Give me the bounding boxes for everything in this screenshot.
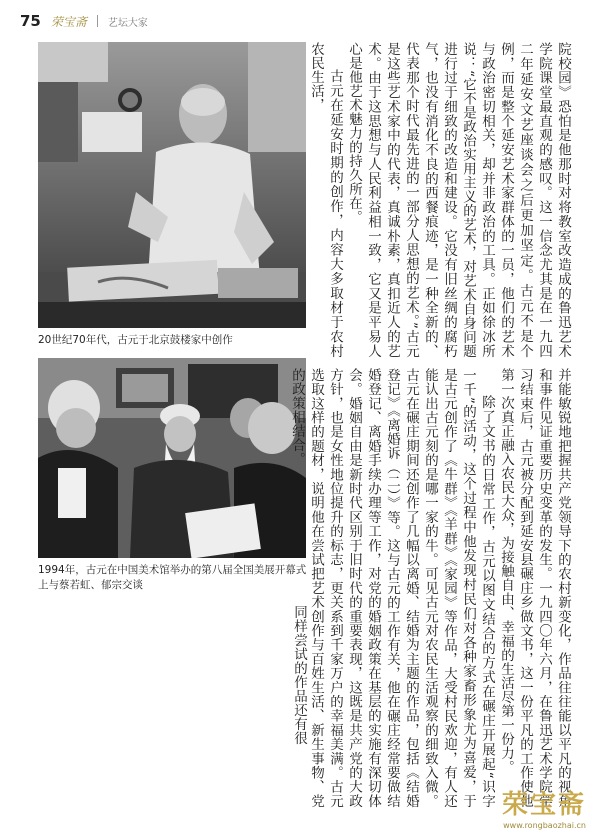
page-number: 75 [20,12,41,30]
article-text-left-bottom [38,605,308,815]
photo-exhibition-image [38,358,306,558]
photo-caption-1: 20世纪70年代，古元于北京鼓楼家中创作 [38,334,233,346]
article-paragraph: 除了文书的日常工作，古元以图文结合的方式在碾庄开展起“识字一千”的活动，这个过程中他发现村民们对各种家畜形象尤为喜爱，于是古元创作了《牛群》《羊群》《家园》等作品，大受村民欢迎，有人还能认出古元刻的是哪一家的牛。可见古元对农民生活观察的细致入微。古元在碾庄期间还创作了几幅以离婚、结婚为主题的作品，包括《结婚登记》《离婚诉（二）》等。这与古元的工作有关，他在碾庄经常要做结婚登记、离婚手续办理等工作，对党的婚姻政策在基层的实施有深切体会。婚姻自由是新时代区别于旧时代的重要表现，这既是共产党的大政方针，也是女性地位提升的标志，更关系到千家万户的幸福美满。古元选取这样的题材，说明他在尝试把艺术创作与百姓生活、新生事物、党的政策相结合。 [289,368,495,808]
header-section: 艺坛大家 [107,17,148,29]
photo-artist-at-work-image [38,42,306,328]
article-paragraph: 并能敏锐地把握共产党领导下的农村新变化，作品往往能以平凡的视角和事件见证重要历史变革的发生。一九四〇年六月，在鲁迅艺术学院学习结束后，古元被分配到延安县碾庄乡做文书，这一份平凡的工作使他第一次真正融入农民大众，为接触自由、幸福的生活尽第一份力。 [498,368,571,808]
page-header [20,10,580,32]
watermark [466,784,586,830]
article-paragraph: 院校园》恐怕是他那时对将教室改造成的鲁迅艺术学院课堂最直观的感叹。这一信念尤其是在一九四二年延安文艺座谈会之后更加坚定。古元不是个例，而是整个延安艺术家群体的一员，他们的艺术与政治密切相关，却并非政治的工具。正如徐冰所说：“它不是政治实用主义的艺术，对艺术自身问题进行过于细致的改造和建设。它没有旧丝绸的腐朽气，也没有消化不良的西餐痕迹，是一种全新的、代表那个时代最先进的一部分人思想的艺术。”古元是这些艺术家中的代表，真诚朴素，真扣近人的艺术。由于这思想与人民利益相一致，它又是平易人心是他艺术魅力的持久所在。 [346,42,571,358]
header-divider [97,15,98,27]
article-paragraph: 古元在延安时期的创作，内容大多取材于农村农民生活， [308,42,343,358]
photo-caption-2: 1994年，古元在中国美术馆举办的第八届全国美展开幕式上与蔡若虹、郁宗交谈 [38,564,307,591]
article-text-right-top [300,42,572,358]
header-brand: 荣宝斋 [50,14,87,29]
photo-artist-at-work [38,42,306,328]
article-paragraph: 同样尝试的作品还有很 [291,605,307,745]
watermark-logo: 荣宝斋 [501,790,586,820]
watermark-url: www.rongbaozhai.cn [503,821,586,830]
photo-exhibition-conversation [38,358,306,558]
